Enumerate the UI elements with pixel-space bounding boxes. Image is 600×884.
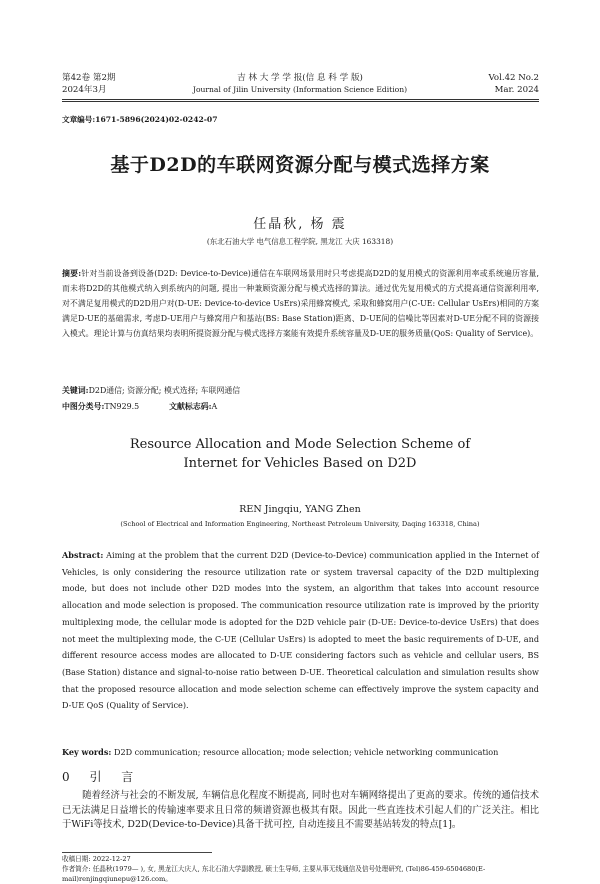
keywords-en-text: D2D communication; resource allocation; mode selection; vehicle networking communication [113, 747, 499, 757]
paper-title-cn: 基于D2D的车联网资源分配与模式选择方案 [110, 154, 490, 176]
section-heading [62, 768, 141, 785]
abstract-en [62, 547, 539, 714]
footnote-rule [62, 852, 212, 853]
article-number: 文章编号:1671-5896(2024)02-0242-07 [62, 115, 218, 124]
doc-code-label: 文献标志码: [169, 402, 212, 411]
keywords-en-label: Key words: [62, 747, 112, 757]
affiliation-cn: (东北石油大学 电气信息工程学院, 黑龙江 大庆 163318) [206, 237, 394, 246]
doc-code-value: A [211, 402, 218, 411]
paper-title-en-line2: Internet for Vehicles Based on D2D [183, 456, 417, 471]
abstract-cn-label: 摘要: [62, 269, 82, 278]
authors-cn: 任晶秋, 杨 震 [253, 217, 347, 232]
keywords-en [62, 747, 498, 757]
header-right [489, 72, 539, 96]
footnote-bio: 作者简介: 任晶秋(1979— ), 女, 黑龙江大庆人, 东北石油大学副教授, 硕士生导师, 主要从事无线通信及信号处理研究, (Tel)86-459-6504680(E-mail)renjingqiunepu@126.com。 [62, 865, 486, 883]
header-rule [62, 99, 539, 100]
header-date-en: Mar. 2024 [494, 85, 539, 95]
header-vol-issue-cn: 第42卷 第2期 [62, 73, 116, 83]
footnotes [62, 854, 539, 884]
footnote-received: 收稿日期: 2022-12-27 [62, 855, 131, 863]
keywords-cn-label: 关键词: [62, 386, 89, 395]
intro-paragraph [62, 789, 539, 833]
authors-en: REN Jingqiu, YANG Zhen [239, 504, 361, 515]
clc-value: TN929.5 [104, 402, 140, 411]
header-journal-en: Journal of Jilin University (Information Science Edition) [192, 85, 408, 94]
clc-label: 中图分类号: [62, 402, 105, 411]
intro-text: 随着经济与社会的不断发展, 车辆信息化程度不断提高, 同时也对车辆网络提出了更高的要求。传统的通信技术已无法满足日益增长的传输速率要求且日常的频谱资源也极其有限。因此一些直连技术引起人们的广泛关注。相比于WiFi等技术, D2D(Device-to-Device)具备干扰可控, 自动连接且不需要基站转发的特点[1]。 [62, 790, 539, 830]
header-center [150, 72, 450, 96]
affiliation-en: (School of Electrical and Information Engineering, Northeast Petroleum University, Daqing 163318, China) [120, 520, 480, 528]
abstract-cn-text: 针对当前设备到设备(D2D: Device-to-Device)通信在车联网场景用时只考虑提高D2D的复用模式的资源利用率或系统遍历容量, 而未将D2D的其他模式纳入到系统内的问题, 提出一种兼顾资源分配与模式选择的算法。通过优先复用模式的方式提高通信资源利用率, 对不满足复用模式的D2D用户对(D-UE: Device-to-device UsErs)采用蜂窝模式, 采取和蜂窝用户(C-UE: Cellular UsErs)相同的方案满足D-UE的基础需求, 考虑D-UE用户与蜂窝用户和基站(BS: Base Station)距离、D-UE间的信噪比等因素对D-UE分配不同的资源接入模式。理论计算与仿真结果均表明所提资源分配与模式选择方案能有效提升系统容量及D-UE的服务质量(QoS: Quality of Service)。 [62, 269, 539, 338]
abstract-en-text: Aiming at the problem that the current D2D (Device-to-Device) communication applied in the Internet of Vehicles, is only considering the resource utilization rate or system traversal capacity of the D2D multiplexing mode, but does not include other D2D modes into the system, an algorithm that takes into account resource allocation and mode selection is proposed. The communication resource utilization rate is improved by the priority multiplexing mode, the cellular mode is adopted for the D2D vehicle pair (D-UE: Device-to-device UsErs) that does not meet the multiplexing mode, the C-UE (Cellular UsErs) is adopted to meet the basic requirements of D-UE, and different resource access modes are allocated to D-UE considering factors such as vehicle and cellular users, BS (Base Station) distance and signal-to-noise ratio between D-UE. Theoretical calculation and simulation results show that the proposed resource allocation and mode selection scheme can effectively improve the system capacity and D-UE QoS (Quality of Service). [62, 550, 539, 711]
classification [62, 401, 217, 412]
section-title: 引 言 [89, 770, 142, 784]
paper-title-en [0, 435, 600, 473]
header-journal-cn: 吉 林 大 学 学 报(信 息 科 学 版) [237, 73, 363, 83]
header-left [62, 72, 116, 96]
header-vol-issue-en: Vol.42 No.2 [488, 73, 539, 83]
paper-title-en-line1: Resource Allocation and Mode Selection Scheme of [129, 437, 471, 452]
header-date-cn: 2024年3月 [62, 85, 107, 95]
header-rule-thin [62, 101, 539, 102]
abstract-cn [62, 266, 539, 341]
keywords-cn-text: D2D通信; 资源分配; 模式选择; 车联网通信 [88, 386, 241, 395]
keywords-cn [62, 385, 240, 396]
section-number: 0 [62, 770, 78, 784]
abstract-en-label: Abstract: [62, 550, 104, 560]
